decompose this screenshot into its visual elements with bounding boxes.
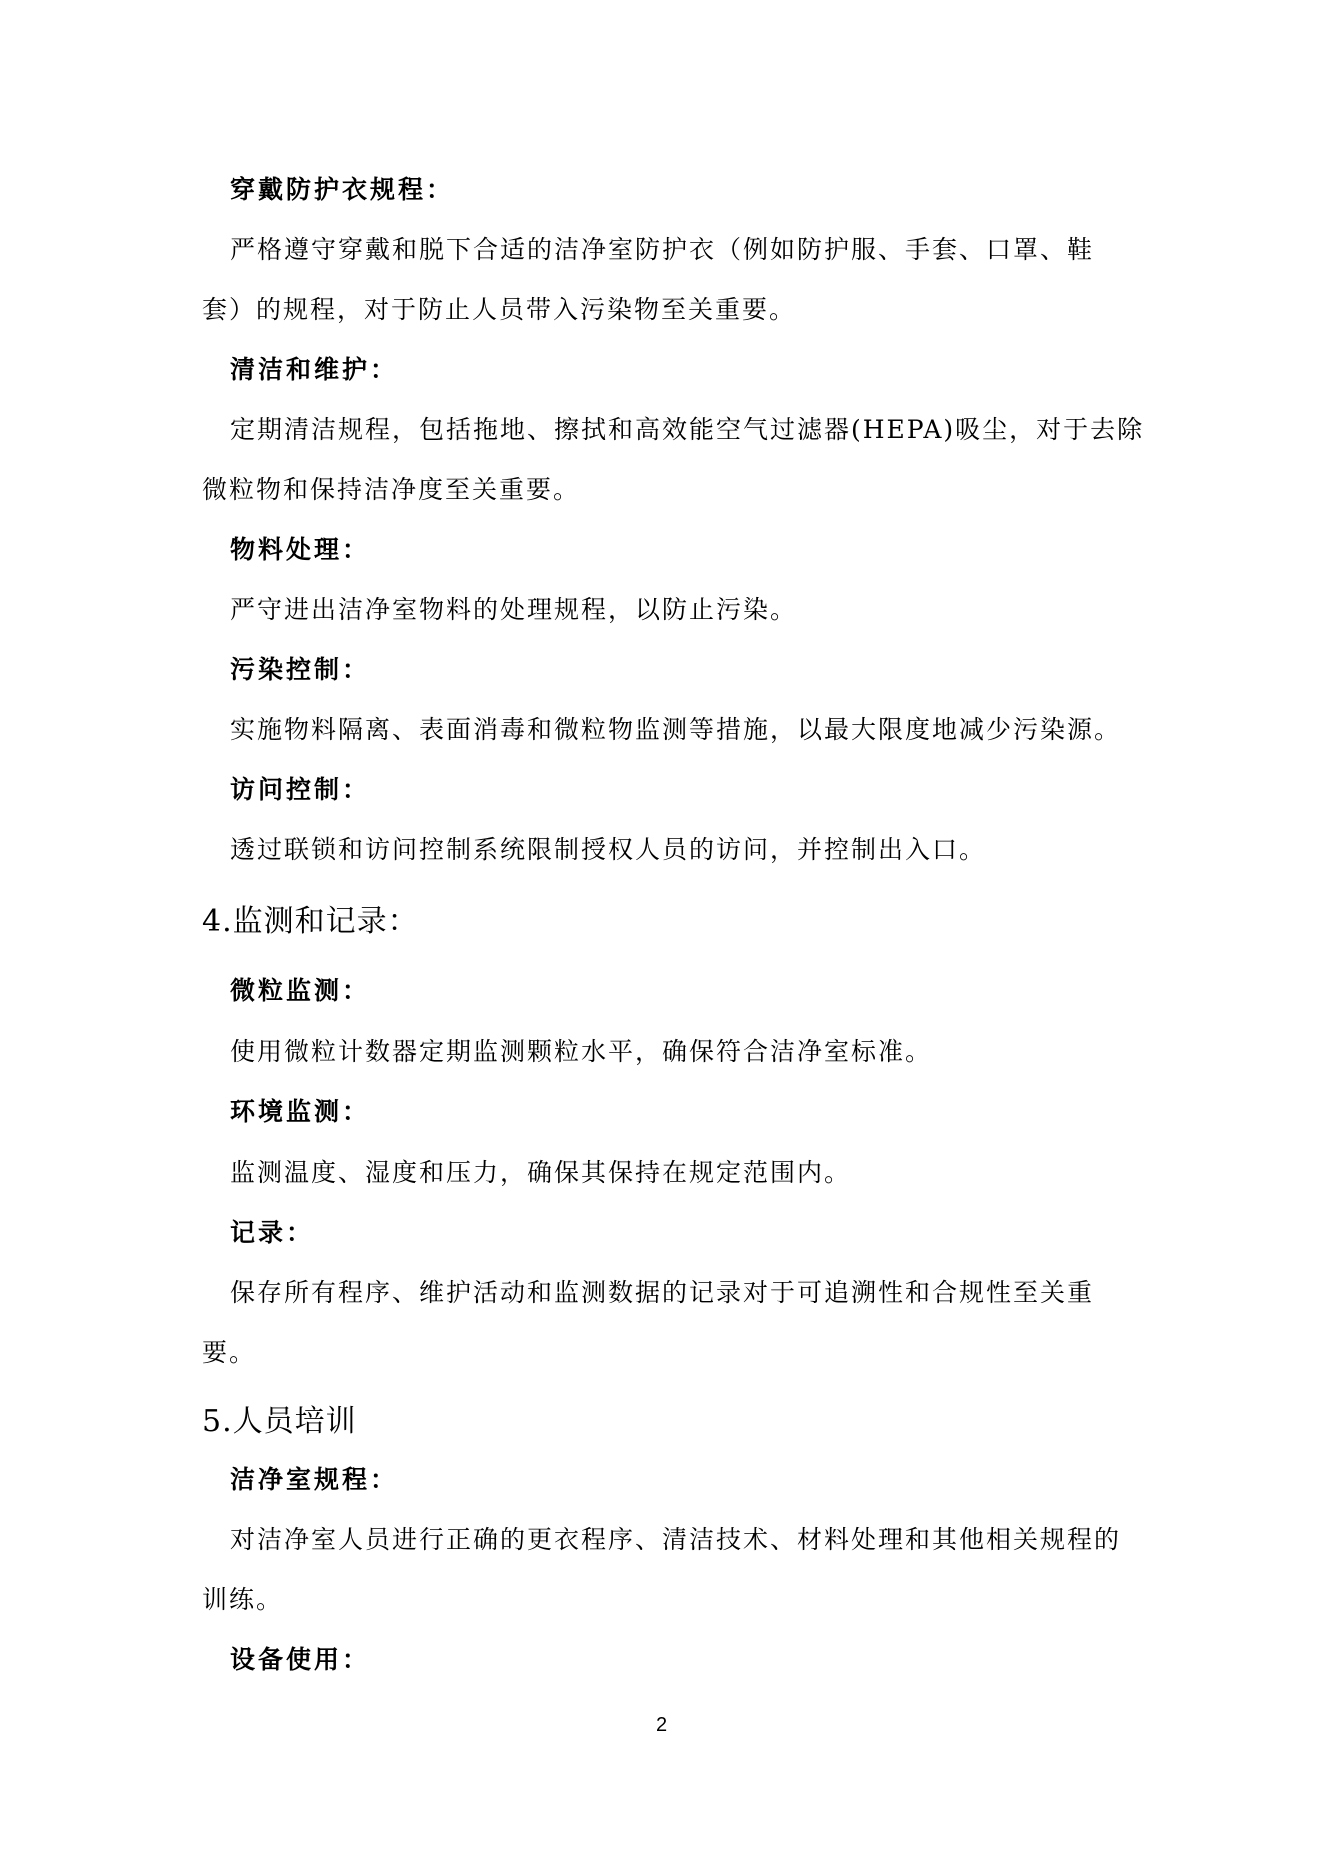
section-heading: 5.人员培训 <box>202 1404 357 1439</box>
section-subheading: 微粒监测： <box>230 976 371 1005</box>
paragraph-line: 要。 <box>202 1338 257 1367</box>
section-heading: 4.监测和记录： <box>202 904 419 939</box>
section-subheading: 污染控制： <box>230 655 371 684</box>
section-subheading: 物料处理： <box>230 535 371 564</box>
paragraph-line: 监测温度、湿度和压力，确保其保持在规定范围内。 <box>230 1158 852 1187</box>
paragraph-line: 训练。 <box>202 1585 284 1614</box>
section-subheading: 环境监测： <box>230 1097 371 1126</box>
section-subheading: 穿戴防护衣规程： <box>230 175 455 204</box>
section-subheading: 洁净室规程： <box>230 1465 399 1494</box>
page-number: 2 <box>655 1714 668 1736</box>
paragraph-line: 对洁净室人员进行正确的更衣程序、清洁技术、材料处理和其他相关规程的 <box>230 1525 1122 1554</box>
paragraph-line: 透过联锁和访问控制系统限制授权人员的访问，并控制出入口。 <box>230 835 987 864</box>
section-subheading: 清洁和维护： <box>230 355 399 384</box>
section-subheading: 设备使用： <box>230 1645 371 1674</box>
paragraph-line: 微粒物和保持洁净度至关重要。 <box>202 475 581 504</box>
paragraph-line: 套）的规程，对于防止人员带入污染物至关重要。 <box>202 295 797 324</box>
paragraph-line: 保存所有程序、维护活动和监测数据的记录对于可追溯性和合规性至关重 <box>230 1278 1095 1307</box>
paragraph-line: 定期清洁规程，包括拖地、擦拭和高效能空气过滤器(HEPA)吸尘，对于去除 <box>230 415 1145 444</box>
paragraph-line: 严守进出洁净室物料的处理规程，以防止污染。 <box>230 595 798 624</box>
section-subheading: 访问控制： <box>230 775 371 804</box>
section-subheading: 记录： <box>230 1218 315 1247</box>
paragraph-line: 使用微粒计数器定期监测颗粒水平，确保符合洁净室标准。 <box>230 1037 933 1066</box>
paragraph-line: 严格遵守穿戴和脱下合适的洁净室防护衣（例如防护服、手套、口罩、鞋 <box>230 235 1095 264</box>
paragraph-line: 实施物料隔离、表面消毒和微粒物监测等措施，以最大限度地减少污染源。 <box>230 715 1122 744</box>
